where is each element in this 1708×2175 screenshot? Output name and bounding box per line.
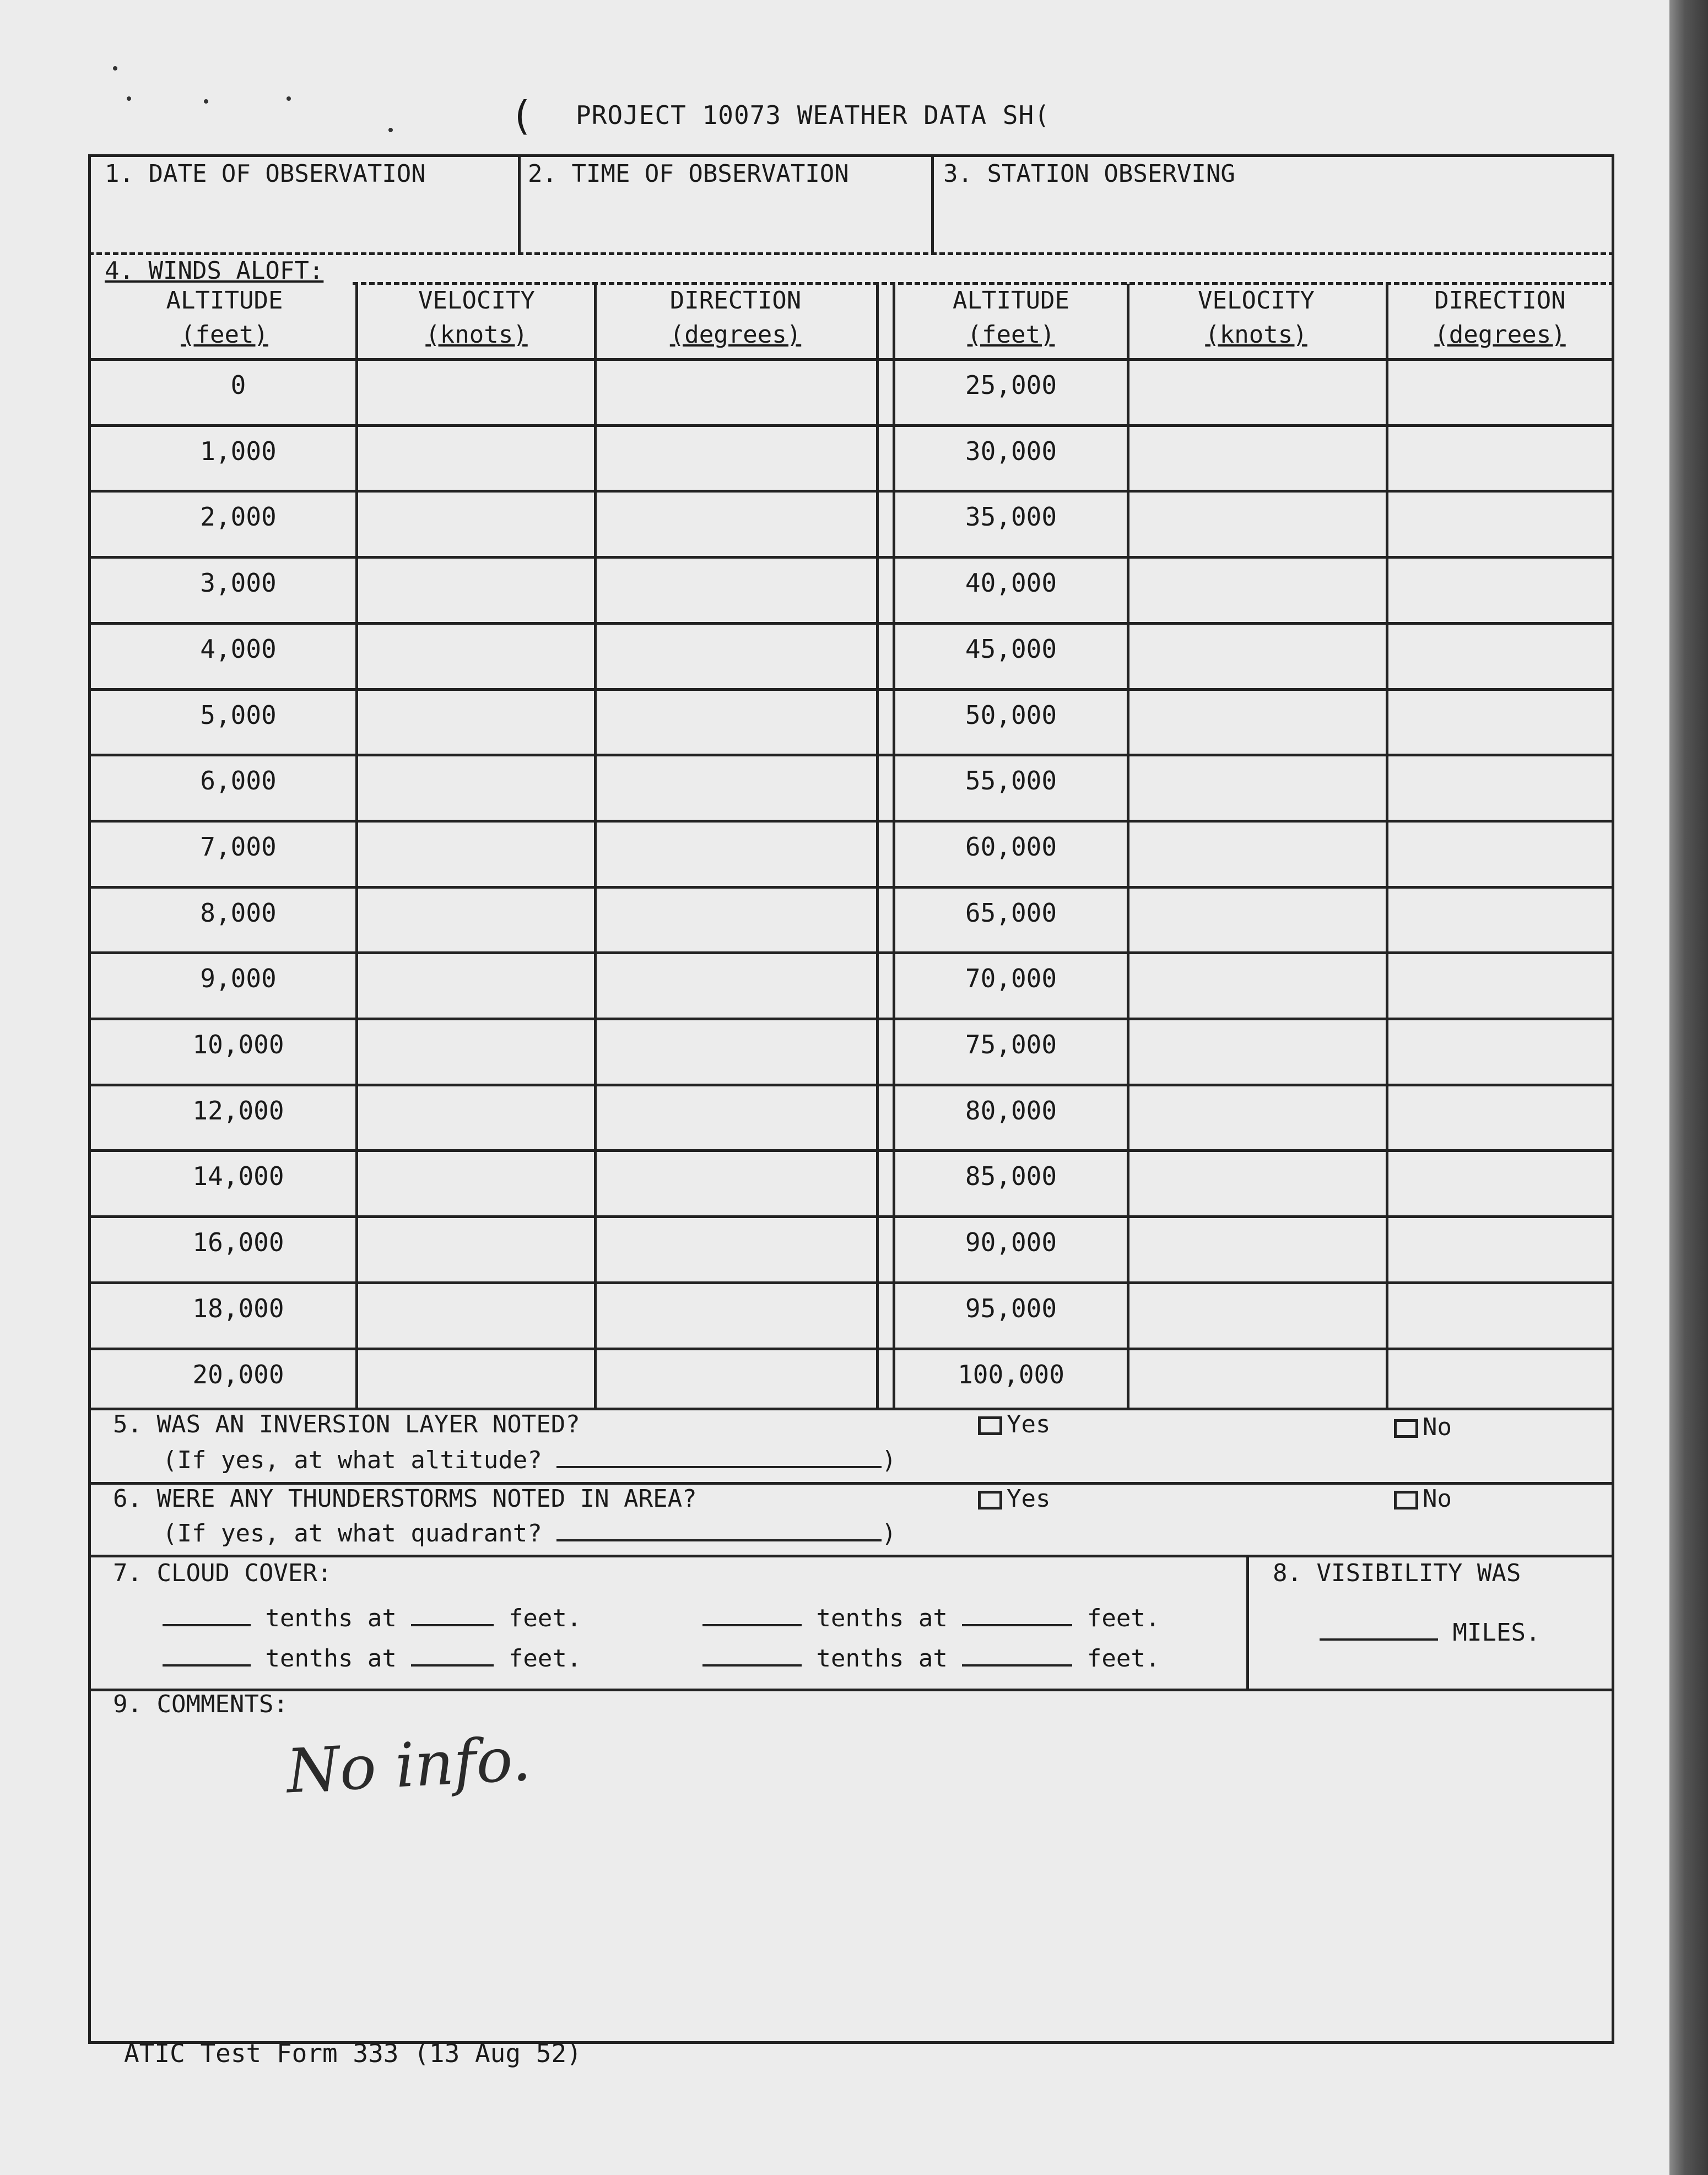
altitude-cell-right: 80,000 (965, 1095, 1057, 1126)
velocity-cell-left[interactable] (358, 1351, 594, 1413)
altitude-cell-left: 0 (230, 370, 246, 400)
direction-cell-left[interactable] (597, 1219, 875, 1280)
velocity-cell-right[interactable] (1129, 691, 1386, 753)
altitude-cell-left: 6,000 (200, 766, 277, 796)
checkbox-icon[interactable] (1394, 1491, 1418, 1509)
velocity-cell-left[interactable] (358, 625, 594, 687)
velocity-cell-right[interactable] (1129, 1351, 1386, 1413)
direction-cell-left[interactable] (597, 823, 875, 885)
table-row-divider (91, 1149, 1614, 1152)
table-row-divider (91, 1348, 1614, 1350)
col-altitude-left-title: ALTITUDE (166, 286, 283, 315)
time-of-observation-field[interactable] (521, 165, 928, 248)
velocity-cell-right[interactable] (1129, 625, 1386, 687)
tenths-at-label: tenths at (816, 1644, 948, 1673)
velocity-cell-left[interactable] (358, 428, 594, 489)
col-altitude-right-title: ALTITUDE (953, 286, 1069, 315)
col-velocity-right (1127, 284, 1386, 352)
table-row-divider (91, 490, 1614, 493)
col-direction-left-title: DIRECTION (669, 286, 802, 315)
altitude-cell-right: 85,000 (965, 1161, 1057, 1192)
inversion-no-option[interactable] (1394, 1413, 1452, 1441)
date-of-observation-field[interactable] (91, 165, 515, 248)
direction-cell-right[interactable] (1388, 1087, 1612, 1149)
checkbox-icon[interactable] (1394, 1419, 1418, 1438)
altitude-cell-left: 10,000 (192, 1030, 284, 1059)
cloud-tenths-field[interactable] (702, 1644, 802, 1667)
checkbox-icon[interactable] (978, 1416, 1002, 1435)
feet-label: feet. (1087, 1604, 1160, 1632)
altitude-cell-left: 12,000 (192, 1095, 284, 1126)
col-altitude-right-unit: (feet) (967, 321, 1055, 349)
inversion-no-label: No (1423, 1413, 1452, 1441)
velocity-cell-right[interactable] (1129, 1153, 1386, 1214)
altitude-cell-left: 20,000 (192, 1359, 284, 1389)
table-row-divider (91, 622, 1614, 625)
section-divider (88, 1555, 1614, 1557)
col-velocity-right-unit: (knots) (1205, 321, 1307, 349)
velocity-cell-right[interactable] (1129, 889, 1386, 951)
thunderstorm-followup-text: (If yes, at what quadrant? (163, 1519, 542, 1548)
time-of-observation-label: 2. TIME OF OBSERVATION (528, 160, 849, 188)
scan-speck (287, 96, 291, 101)
cloud-cover-row-1b (702, 1604, 1160, 1632)
altitude-cell-right: 45,000 (965, 634, 1057, 664)
thunderstorm-no-label: No (1423, 1485, 1452, 1513)
cloud-tenths-field[interactable] (702, 1604, 802, 1626)
altitude-cell-right: 40,000 (965, 568, 1057, 598)
table-row-divider (91, 1084, 1614, 1086)
col-velocity-left (358, 284, 595, 352)
velocity-cell-left[interactable] (358, 955, 594, 1016)
form-id: ATIC Test Form 333 (13 Aug 52) (124, 2038, 582, 2068)
col-direction-right-title: DIRECTION (1434, 286, 1566, 315)
thunderstorm-yes-label: Yes (1007, 1485, 1051, 1513)
miles-label: MILES. (1452, 1619, 1541, 1647)
direction-cell-right[interactable] (1388, 889, 1612, 951)
col-direction-right (1386, 284, 1614, 352)
altitude-cell-right: 95,000 (965, 1293, 1057, 1323)
direction-cell-left[interactable] (597, 361, 875, 423)
inversion-yes-option[interactable] (978, 1410, 1050, 1438)
direction-cell-left[interactable] (597, 1351, 875, 1413)
table-row-divider (91, 1281, 1614, 1284)
altitude-cell-right: 75,000 (965, 1030, 1057, 1059)
scan-speck (113, 66, 117, 71)
table-row-divider (91, 820, 1614, 823)
tenths-at-label: tenths at (265, 1604, 397, 1632)
direction-cell-right[interactable] (1388, 1219, 1612, 1280)
col-direction-left-unit: (degrees) (669, 321, 802, 349)
cloud-tenths-field[interactable] (163, 1644, 251, 1667)
altitude-cell-right: 50,000 (965, 700, 1057, 730)
table-row-divider (91, 951, 1614, 954)
grid-col-line (876, 284, 879, 1408)
direction-cell-right[interactable] (1388, 955, 1612, 1016)
col-velocity-left-title: VELOCITY (418, 286, 535, 315)
velocity-cell-right[interactable] (1129, 823, 1386, 885)
velocity-cell-right[interactable] (1129, 559, 1386, 621)
direction-cell-left[interactable] (597, 1021, 875, 1083)
cloud-height-field[interactable] (411, 1644, 494, 1667)
comments-label: 9. COMMENTS: (113, 1690, 288, 1718)
altitude-cell-right: 65,000 (965, 897, 1057, 928)
velocity-cell-left[interactable] (358, 823, 594, 885)
scan-edge (1669, 0, 1708, 2175)
direction-cell-right[interactable] (1388, 757, 1612, 819)
altitude-cell-right: 100,000 (958, 1359, 1064, 1389)
cloud-cover-row-1 (163, 1604, 581, 1632)
altitude-cell-left: 14,000 (192, 1161, 284, 1192)
feet-label: feet. (508, 1644, 582, 1673)
altitude-cell-right: 55,000 (965, 766, 1057, 796)
velocity-cell-right[interactable] (1129, 1021, 1386, 1083)
table-row-divider (91, 358, 1614, 361)
thunderstorm-no-option[interactable] (1394, 1485, 1452, 1513)
cloud-cover-label: 7. CLOUD COVER: (113, 1559, 332, 1587)
cloud-height-field[interactable] (411, 1604, 494, 1626)
comments-field[interactable] (110, 1724, 1598, 2022)
direction-cell-left[interactable] (597, 1153, 875, 1214)
altitude-cell-left: 2,000 (200, 502, 277, 532)
table-row-divider (91, 886, 1614, 889)
velocity-cell-right[interactable] (1129, 955, 1386, 1016)
altitude-cell-right: 70,000 (965, 964, 1057, 994)
winds-aloft-label: 4. WINDS ALOFT: (105, 257, 324, 285)
velocity-cell-left[interactable] (358, 1021, 594, 1083)
velocity-cell-left[interactable] (358, 493, 594, 555)
direction-cell-right[interactable] (1388, 493, 1612, 555)
cloud-cover-row-2b (702, 1644, 1160, 1673)
col-direction-left (595, 284, 876, 352)
altitude-cell-right: 35,000 (965, 502, 1057, 532)
velocity-cell-right[interactable] (1129, 361, 1386, 423)
direction-cell-right[interactable] (1388, 559, 1612, 621)
direction-cell-left[interactable] (597, 493, 875, 555)
velocity-cell-left[interactable] (358, 1153, 594, 1214)
inversion-followup-text: (If yes, at what altitude? (163, 1446, 542, 1474)
section-divider (88, 1689, 1614, 1691)
altitude-cell-left: 18,000 (192, 1293, 284, 1323)
velocity-cell-left[interactable] (358, 1285, 594, 1346)
tenths-at-label: tenths at (816, 1604, 948, 1632)
altitude-cell-left: 9,000 (200, 964, 277, 994)
direction-cell-right[interactable] (1388, 625, 1612, 687)
direction-cell-right[interactable] (1388, 823, 1612, 885)
visibility-row (1320, 1619, 1540, 1647)
velocity-cell-left[interactable] (358, 1219, 594, 1280)
altitude-cell-left: 4,000 (200, 634, 277, 664)
direction-cell-right[interactable] (1388, 1351, 1612, 1413)
table-row-divider (91, 1215, 1614, 1218)
direction-cell-right[interactable] (1388, 1021, 1612, 1083)
col-velocity-left-unit: (knots) (425, 321, 528, 349)
col-altitude-left-unit: (feet) (181, 321, 268, 349)
col-velocity-right-title: VELOCITY (1198, 286, 1315, 315)
velocity-cell-right[interactable] (1129, 1285, 1386, 1346)
altitude-cell-left: 8,000 (200, 897, 277, 928)
direction-cell-left[interactable] (597, 1285, 875, 1346)
direction-cell-left[interactable] (597, 559, 875, 621)
direction-cell-right[interactable] (1388, 691, 1612, 753)
altitude-cell-right: 25,000 (965, 370, 1057, 400)
cloud-tenths-field[interactable] (163, 1604, 251, 1626)
title-bracket: ( (510, 93, 534, 139)
page-title: PROJECT 10073 WEATHER DATA SH( (576, 100, 1050, 130)
altitude-cell-right: 30,000 (965, 436, 1057, 466)
direction-cell-right[interactable] (1388, 361, 1612, 423)
direction-cell-left[interactable] (597, 691, 875, 753)
col-altitude-left (91, 284, 358, 352)
station-observing-label: 3. STATION OBSERVING (943, 160, 1235, 188)
direction-cell-right[interactable] (1388, 1285, 1612, 1346)
velocity-cell-left[interactable] (358, 691, 594, 753)
table-row-divider (91, 1018, 1614, 1020)
table-row-divider (91, 424, 1614, 427)
altitude-cell-left: 1,000 (200, 436, 277, 466)
cloud-height-field[interactable] (962, 1604, 1072, 1626)
altitude-cell-right: 60,000 (965, 831, 1057, 862)
visibility-label: 8. VISIBILITY WAS (1273, 1559, 1521, 1587)
altitude-cell-left: 16,000 (192, 1227, 284, 1258)
direction-cell-left[interactable] (597, 889, 875, 951)
thunderstorm-quadrant-field[interactable] (556, 1519, 882, 1541)
table-row-divider (91, 556, 1614, 559)
cloud-height-field[interactable] (962, 1644, 1072, 1667)
col-altitude-right (895, 284, 1127, 352)
field-divider (1246, 1555, 1249, 1689)
thunderstorm-followup: (If yes, at what quadrant? ) (163, 1519, 896, 1548)
feet-label: feet. (1087, 1644, 1160, 1673)
velocity-cell-right[interactable] (1129, 428, 1386, 489)
visibility-miles-field[interactable] (1320, 1619, 1438, 1641)
handwritten-comment: No info. (284, 1723, 533, 1807)
thunderstorm-question: 6. WERE ANY THUNDERSTORMS NOTED IN AREA? (113, 1485, 697, 1513)
direction-cell-left[interactable] (597, 428, 875, 489)
scan-speck (388, 128, 393, 132)
direction-cell-right[interactable] (1388, 1153, 1612, 1214)
date-of-observation-label: 1. DATE OF OBSERVATION (105, 160, 426, 188)
velocity-cell-left[interactable] (358, 559, 594, 621)
inversion-followup: (If yes, at what altitude? ) (163, 1446, 896, 1474)
cloud-cover-row-2 (163, 1644, 581, 1673)
direction-cell-left[interactable] (597, 955, 875, 1016)
tenths-at-label: tenths at (265, 1644, 397, 1673)
table-row-divider (91, 688, 1614, 691)
velocity-cell-left[interactable] (358, 757, 594, 819)
section-divider (88, 252, 1614, 255)
inversion-altitude-field[interactable] (556, 1446, 882, 1468)
direction-cell-right[interactable] (1388, 428, 1612, 489)
scan-speck (127, 96, 131, 101)
direction-cell-left[interactable] (597, 757, 875, 819)
velocity-cell-right[interactable] (1129, 1087, 1386, 1149)
velocity-cell-right[interactable] (1129, 1219, 1386, 1280)
velocity-cell-left[interactable] (358, 1087, 594, 1149)
altitude-cell-right: 90,000 (965, 1227, 1057, 1258)
velocity-cell-right[interactable] (1129, 757, 1386, 819)
col-direction-right-unit: (degrees) (1434, 321, 1566, 349)
station-observing-field[interactable] (934, 165, 1612, 248)
altitude-cell-left: 7,000 (200, 831, 277, 862)
altitude-cell-left: 5,000 (200, 700, 277, 730)
feet-label: feet. (508, 1604, 582, 1632)
direction-cell-left[interactable] (597, 625, 875, 687)
altitude-cell-left: 3,000 (200, 568, 277, 598)
inversion-question: 5. WAS AN INVERSION LAYER NOTED? (113, 1410, 580, 1438)
velocity-cell-left[interactable] (358, 889, 594, 951)
checkbox-icon[interactable] (978, 1491, 1002, 1509)
thunderstorm-yes-option[interactable] (978, 1485, 1050, 1513)
scan-speck (204, 99, 208, 104)
velocity-cell-right[interactable] (1129, 493, 1386, 555)
inversion-yes-label: Yes (1007, 1410, 1051, 1438)
velocity-cell-left[interactable] (358, 361, 594, 423)
direction-cell-left[interactable] (597, 1087, 875, 1149)
table-row-divider (91, 754, 1614, 756)
